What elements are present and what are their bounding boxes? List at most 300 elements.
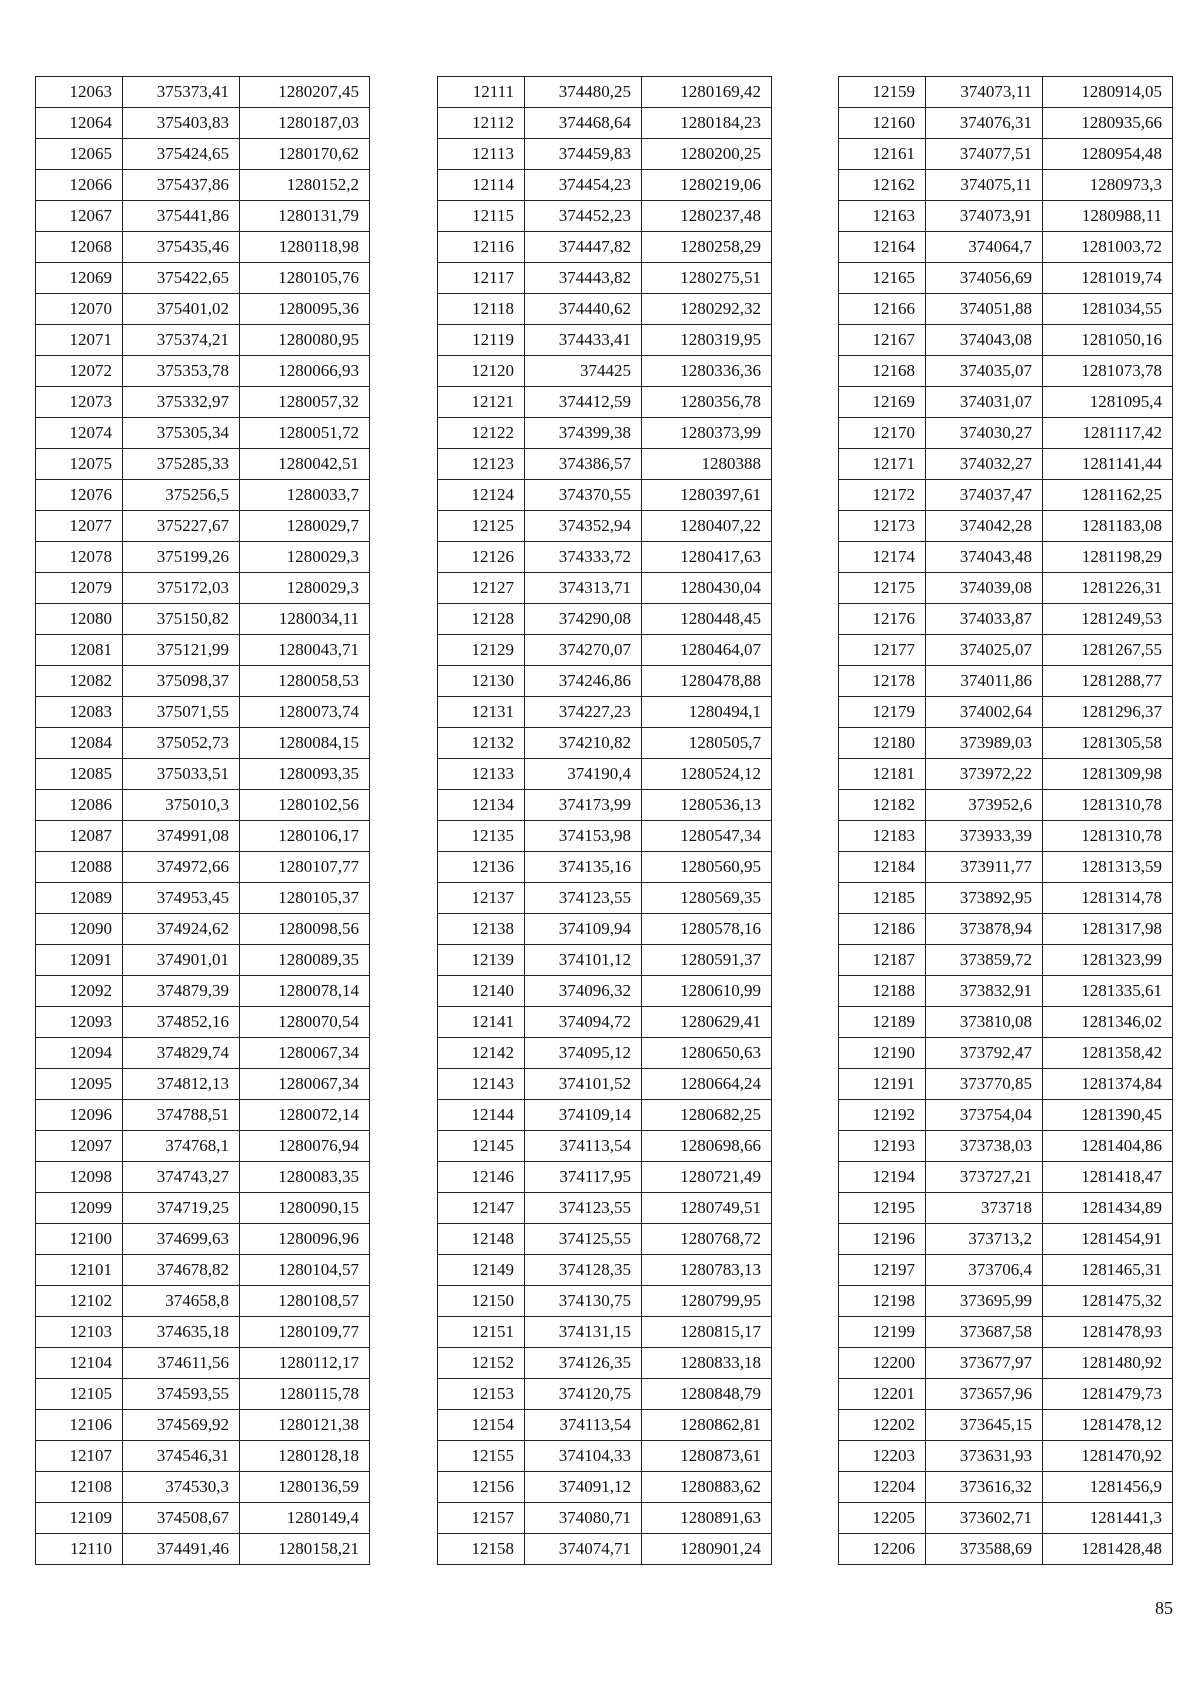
- y-coordinate-cell: 1280783,13: [642, 1255, 772, 1286]
- x-coordinate-cell: 373770,85: [926, 1069, 1043, 1100]
- point-number-cell: 12151: [438, 1317, 525, 1348]
- point-number-cell: 12102: [36, 1286, 123, 1317]
- point-number-cell: 12125: [438, 511, 525, 542]
- x-coordinate-cell: 374126,35: [525, 1348, 642, 1379]
- table-row: [438, 1348, 772, 1379]
- y-coordinate-cell: 1280152,2: [240, 170, 370, 201]
- table-row: [438, 604, 772, 635]
- x-coordinate-cell: 374768,1: [123, 1131, 240, 1162]
- x-coordinate-cell: 374480,25: [525, 77, 642, 108]
- y-coordinate-cell: 1280128,18: [240, 1441, 370, 1472]
- table-row: [438, 914, 772, 945]
- point-number-cell: 12132: [438, 728, 525, 759]
- table-row: [36, 108, 370, 139]
- point-number-cell: 12193: [839, 1131, 926, 1162]
- y-coordinate-cell: 1281141,44: [1043, 449, 1173, 480]
- point-number-cell: 12185: [839, 883, 926, 914]
- point-number-cell: 12157: [438, 1503, 525, 1534]
- x-coordinate-cell: 374123,55: [525, 883, 642, 914]
- table-row: [36, 1038, 370, 1069]
- table-row: [36, 263, 370, 294]
- x-coordinate-cell: 374002,64: [926, 697, 1043, 728]
- table-row: [839, 821, 1173, 852]
- point-number-cell: 12176: [839, 604, 926, 635]
- point-number-cell: 12189: [839, 1007, 926, 1038]
- x-coordinate-cell: 375441,86: [123, 201, 240, 232]
- table-row: [36, 852, 370, 883]
- x-coordinate-cell: 374042,28: [926, 511, 1043, 542]
- y-coordinate-cell: 1280108,57: [240, 1286, 370, 1317]
- table-row: [438, 1410, 772, 1441]
- x-coordinate-cell: 374440,62: [525, 294, 642, 325]
- x-coordinate-cell: 373832,91: [926, 976, 1043, 1007]
- x-coordinate-cell: 373754,04: [926, 1100, 1043, 1131]
- y-coordinate-cell: 1280536,13: [642, 790, 772, 821]
- y-coordinate-cell: 1281418,47: [1043, 1162, 1173, 1193]
- y-coordinate-cell: 1281346,02: [1043, 1007, 1173, 1038]
- coordinates-table-2: [437, 76, 772, 1565]
- y-coordinate-cell: 1281296,37: [1043, 697, 1173, 728]
- table-row: [839, 1379, 1173, 1410]
- point-number-cell: 12122: [438, 418, 525, 449]
- x-coordinate-cell: 374508,67: [123, 1503, 240, 1534]
- y-coordinate-cell: 1280547,34: [642, 821, 772, 852]
- point-number-cell: 12165: [839, 263, 926, 294]
- point-number-cell: 12146: [438, 1162, 525, 1193]
- table-row: [839, 1131, 1173, 1162]
- table-row: [438, 1100, 772, 1131]
- y-coordinate-cell: 1280292,32: [642, 294, 772, 325]
- x-coordinate-cell: 375071,55: [123, 697, 240, 728]
- point-number-cell: 12159: [839, 77, 926, 108]
- x-coordinate-cell: 374546,31: [123, 1441, 240, 1472]
- y-coordinate-cell: 1280058,53: [240, 666, 370, 697]
- table-row: [438, 170, 772, 201]
- point-number-cell: 12206: [839, 1534, 926, 1565]
- point-number-cell: 12153: [438, 1379, 525, 1410]
- point-number-cell: 12082: [36, 666, 123, 697]
- point-number-cell: 12074: [36, 418, 123, 449]
- x-coordinate-cell: 374128,35: [525, 1255, 642, 1286]
- point-number-cell: 12140: [438, 976, 525, 1007]
- x-coordinate-cell: 374011,86: [926, 666, 1043, 697]
- x-coordinate-cell: 373989,03: [926, 728, 1043, 759]
- x-coordinate-cell: 374109,14: [525, 1100, 642, 1131]
- x-coordinate-cell: 374113,54: [525, 1410, 642, 1441]
- point-number-cell: 12085: [36, 759, 123, 790]
- point-number-cell: 12183: [839, 821, 926, 852]
- point-number-cell: 12072: [36, 356, 123, 387]
- y-coordinate-cell: 1280768,72: [642, 1224, 772, 1255]
- point-number-cell: 12186: [839, 914, 926, 945]
- x-coordinate-cell: 374043,48: [926, 542, 1043, 573]
- y-coordinate-cell: 1280131,79: [240, 201, 370, 232]
- table-row: [438, 77, 772, 108]
- y-coordinate-cell: 1280107,77: [240, 852, 370, 883]
- table-row: [438, 139, 772, 170]
- table-row: [438, 945, 772, 976]
- y-coordinate-cell: 1281003,72: [1043, 232, 1173, 263]
- table-row: [839, 418, 1173, 449]
- x-coordinate-cell: 374290,08: [525, 604, 642, 635]
- x-coordinate-cell: 374459,83: [525, 139, 642, 170]
- x-coordinate-cell: 373657,96: [926, 1379, 1043, 1410]
- x-coordinate-cell: 374699,63: [123, 1224, 240, 1255]
- y-coordinate-cell: 1281034,55: [1043, 294, 1173, 325]
- y-coordinate-cell: 1280973,3: [1043, 170, 1173, 201]
- x-coordinate-cell: 374056,69: [926, 263, 1043, 294]
- table-row: [839, 1038, 1173, 1069]
- y-coordinate-cell: 1280073,74: [240, 697, 370, 728]
- y-coordinate-cell: 1280569,35: [642, 883, 772, 914]
- y-coordinate-cell: 1280029,7: [240, 511, 370, 542]
- table-row: [36, 1131, 370, 1162]
- table-row: [36, 1317, 370, 1348]
- x-coordinate-cell: 375199,26: [123, 542, 240, 573]
- y-coordinate-cell: 1280901,24: [642, 1534, 772, 1565]
- point-number-cell: 12100: [36, 1224, 123, 1255]
- point-number-cell: 12108: [36, 1472, 123, 1503]
- y-coordinate-cell: 1280098,56: [240, 914, 370, 945]
- x-coordinate-cell: 374031,07: [926, 387, 1043, 418]
- x-coordinate-cell: 374080,71: [525, 1503, 642, 1534]
- point-number-cell: 12104: [36, 1348, 123, 1379]
- table-row: [36, 1348, 370, 1379]
- point-number-cell: 12192: [839, 1100, 926, 1131]
- y-coordinate-cell: 1280591,37: [642, 945, 772, 976]
- table-row: [839, 1503, 1173, 1534]
- table-row: [438, 1441, 772, 1472]
- point-number-cell: 12112: [438, 108, 525, 139]
- point-number-cell: 12070: [36, 294, 123, 325]
- x-coordinate-cell: 374032,27: [926, 449, 1043, 480]
- y-coordinate-cell: 1280033,7: [240, 480, 370, 511]
- table-row: [839, 1472, 1173, 1503]
- table-row: [839, 604, 1173, 635]
- y-coordinate-cell: 1280042,51: [240, 449, 370, 480]
- point-number-cell: 12147: [438, 1193, 525, 1224]
- table-row: [839, 728, 1173, 759]
- y-coordinate-cell: 1280170,62: [240, 139, 370, 170]
- y-coordinate-cell: 1280388: [642, 449, 772, 480]
- y-coordinate-cell: 1280407,22: [642, 511, 772, 542]
- table-row: [36, 635, 370, 666]
- point-number-cell: 12199: [839, 1317, 926, 1348]
- point-number-cell: 12182: [839, 790, 926, 821]
- table-row: [438, 1379, 772, 1410]
- point-number-cell: 12073: [36, 387, 123, 418]
- table-row: [36, 666, 370, 697]
- x-coordinate-cell: 374901,01: [123, 945, 240, 976]
- x-coordinate-cell: 374333,72: [525, 542, 642, 573]
- point-number-cell: 12127: [438, 573, 525, 604]
- x-coordinate-cell: 374227,23: [525, 697, 642, 728]
- table-row: [438, 1007, 772, 1038]
- y-coordinate-cell: 1281249,53: [1043, 604, 1173, 635]
- point-number-cell: 12123: [438, 449, 525, 480]
- table-row: [36, 1503, 370, 1534]
- y-coordinate-cell: 1280083,35: [240, 1162, 370, 1193]
- x-coordinate-cell: 374386,57: [525, 449, 642, 480]
- point-number-cell: 12113: [438, 139, 525, 170]
- table-row: [438, 883, 772, 914]
- table-row: [36, 1441, 370, 1472]
- y-coordinate-cell: 1281317,98: [1043, 914, 1173, 945]
- x-coordinate-cell: 375305,34: [123, 418, 240, 449]
- x-coordinate-cell: 373602,71: [926, 1503, 1043, 1534]
- y-coordinate-cell: 1280664,24: [642, 1069, 772, 1100]
- point-number-cell: 12081: [36, 635, 123, 666]
- y-coordinate-cell: 1280862,81: [642, 1410, 772, 1441]
- y-coordinate-cell: 1280848,79: [642, 1379, 772, 1410]
- x-coordinate-cell: 373588,69: [926, 1534, 1043, 1565]
- x-coordinate-cell: 374033,87: [926, 604, 1043, 635]
- table-row: [438, 697, 772, 728]
- point-number-cell: 12162: [839, 170, 926, 201]
- table-row: [36, 728, 370, 759]
- point-number-cell: 12156: [438, 1472, 525, 1503]
- point-number-cell: 12101: [36, 1255, 123, 1286]
- point-number-cell: 12097: [36, 1131, 123, 1162]
- point-number-cell: 12094: [36, 1038, 123, 1069]
- point-number-cell: 12077: [36, 511, 123, 542]
- table-row: [839, 1100, 1173, 1131]
- table-row: [839, 573, 1173, 604]
- x-coordinate-cell: 375256,5: [123, 480, 240, 511]
- point-number-cell: 12099: [36, 1193, 123, 1224]
- x-coordinate-cell: 375422,65: [123, 263, 240, 294]
- y-coordinate-cell: 1281374,84: [1043, 1069, 1173, 1100]
- y-coordinate-cell: 1280112,17: [240, 1348, 370, 1379]
- y-coordinate-cell: 1280275,51: [642, 263, 772, 294]
- y-coordinate-cell: 1281310,78: [1043, 821, 1173, 852]
- y-coordinate-cell: 1281478,93: [1043, 1317, 1173, 1348]
- x-coordinate-cell: 375403,83: [123, 108, 240, 139]
- table-row: [36, 1100, 370, 1131]
- table-row: [36, 294, 370, 325]
- table-row: [839, 883, 1173, 914]
- x-coordinate-cell: 374412,59: [525, 387, 642, 418]
- x-coordinate-cell: 373695,99: [926, 1286, 1043, 1317]
- table-row: [438, 232, 772, 263]
- x-coordinate-cell: 374101,52: [525, 1069, 642, 1100]
- x-coordinate-cell: 374123,55: [525, 1193, 642, 1224]
- y-coordinate-cell: 1280070,54: [240, 1007, 370, 1038]
- table-row: [839, 542, 1173, 573]
- point-number-cell: 12069: [36, 263, 123, 294]
- y-coordinate-cell: 1281470,92: [1043, 1441, 1173, 1472]
- table-row: [36, 1286, 370, 1317]
- x-coordinate-cell: 374074,71: [525, 1534, 642, 1565]
- point-number-cell: 12187: [839, 945, 926, 976]
- point-number-cell: 12144: [438, 1100, 525, 1131]
- y-coordinate-cell: 1280158,21: [240, 1534, 370, 1565]
- table-row: [438, 1472, 772, 1503]
- y-coordinate-cell: 1280067,34: [240, 1038, 370, 1069]
- y-coordinate-cell: 1280873,61: [642, 1441, 772, 1472]
- x-coordinate-cell: 373878,94: [926, 914, 1043, 945]
- x-coordinate-cell: 374991,08: [123, 821, 240, 852]
- point-number-cell: 12086: [36, 790, 123, 821]
- table-row: [438, 573, 772, 604]
- x-coordinate-cell: 374025,07: [926, 635, 1043, 666]
- x-coordinate-cell: 374352,94: [525, 511, 642, 542]
- point-number-cell: 12103: [36, 1317, 123, 1348]
- x-coordinate-cell: 375052,73: [123, 728, 240, 759]
- y-coordinate-cell: 1280076,94: [240, 1131, 370, 1162]
- x-coordinate-cell: 375098,37: [123, 666, 240, 697]
- y-coordinate-cell: 1280721,49: [642, 1162, 772, 1193]
- table-row: [839, 511, 1173, 542]
- y-coordinate-cell: 1281162,25: [1043, 480, 1173, 511]
- point-number-cell: 12120: [438, 356, 525, 387]
- x-coordinate-cell: 375150,82: [123, 604, 240, 635]
- x-coordinate-cell: 374064,7: [926, 232, 1043, 263]
- y-coordinate-cell: 1281441,3: [1043, 1503, 1173, 1534]
- table-row: [36, 325, 370, 356]
- x-coordinate-cell: 374953,45: [123, 883, 240, 914]
- y-coordinate-cell: 1280093,35: [240, 759, 370, 790]
- x-coordinate-cell: 374569,92: [123, 1410, 240, 1441]
- table-row: [839, 1534, 1173, 1565]
- x-coordinate-cell: 374399,38: [525, 418, 642, 449]
- table-row: [438, 759, 772, 790]
- point-number-cell: 12181: [839, 759, 926, 790]
- point-number-cell: 12178: [839, 666, 926, 697]
- point-number-cell: 12080: [36, 604, 123, 635]
- table-row: [438, 542, 772, 573]
- y-coordinate-cell: 1280815,17: [642, 1317, 772, 1348]
- table-row: [438, 976, 772, 1007]
- x-coordinate-cell: 374190,4: [525, 759, 642, 790]
- y-coordinate-cell: 1280464,07: [642, 635, 772, 666]
- y-coordinate-cell: 1281314,78: [1043, 883, 1173, 914]
- table-row: [438, 1534, 772, 1565]
- point-number-cell: 12131: [438, 697, 525, 728]
- y-coordinate-cell: 1280207,45: [240, 77, 370, 108]
- point-number-cell: 12172: [839, 480, 926, 511]
- point-number-cell: 12161: [839, 139, 926, 170]
- table-row: [839, 666, 1173, 697]
- table-row: [36, 1255, 370, 1286]
- point-number-cell: 12124: [438, 480, 525, 511]
- y-coordinate-cell: 1280034,11: [240, 604, 370, 635]
- x-coordinate-cell: 373738,03: [926, 1131, 1043, 1162]
- y-coordinate-cell: 1280078,14: [240, 976, 370, 1007]
- x-coordinate-cell: 373792,47: [926, 1038, 1043, 1069]
- table-row: [839, 1224, 1173, 1255]
- x-coordinate-cell: 375227,67: [123, 511, 240, 542]
- page-number: 85: [1155, 1598, 1173, 1618]
- x-coordinate-cell: 374924,62: [123, 914, 240, 945]
- x-coordinate-cell: 374095,12: [525, 1038, 642, 1069]
- point-number-cell: 12167: [839, 325, 926, 356]
- y-coordinate-cell: 1280184,23: [642, 108, 772, 139]
- point-number-cell: 12148: [438, 1224, 525, 1255]
- x-coordinate-cell: 375172,03: [123, 573, 240, 604]
- y-coordinate-cell: 1280749,51: [642, 1193, 772, 1224]
- x-coordinate-cell: 374073,11: [926, 77, 1043, 108]
- table-row: [839, 697, 1173, 728]
- table-row: [839, 635, 1173, 666]
- table-row: [36, 77, 370, 108]
- point-number-cell: 12111: [438, 77, 525, 108]
- point-number-cell: 12128: [438, 604, 525, 635]
- table-row: [36, 1162, 370, 1193]
- point-number-cell: 12117: [438, 263, 525, 294]
- y-coordinate-cell: 1281198,29: [1043, 542, 1173, 573]
- y-coordinate-cell: 1280118,98: [240, 232, 370, 263]
- point-number-cell: 12116: [438, 232, 525, 263]
- point-number-cell: 12129: [438, 635, 525, 666]
- table-row: [438, 635, 772, 666]
- x-coordinate-cell: 374370,55: [525, 480, 642, 511]
- x-coordinate-cell: 374051,88: [926, 294, 1043, 325]
- x-coordinate-cell: 375374,21: [123, 325, 240, 356]
- x-coordinate-cell: 373677,97: [926, 1348, 1043, 1379]
- x-coordinate-cell: 375033,51: [123, 759, 240, 790]
- point-number-cell: 12198: [839, 1286, 926, 1317]
- point-number-cell: 12139: [438, 945, 525, 976]
- x-coordinate-cell: 374101,12: [525, 945, 642, 976]
- table-row: [839, 449, 1173, 480]
- y-coordinate-cell: 1281480,92: [1043, 1348, 1173, 1379]
- y-coordinate-cell: 1280095,36: [240, 294, 370, 325]
- x-coordinate-cell: 374091,12: [525, 1472, 642, 1503]
- y-coordinate-cell: 1280096,96: [240, 1224, 370, 1255]
- x-coordinate-cell: 374447,82: [525, 232, 642, 263]
- point-number-cell: 12079: [36, 573, 123, 604]
- point-number-cell: 12160: [839, 108, 926, 139]
- y-coordinate-cell: 1281117,42: [1043, 418, 1173, 449]
- point-number-cell: 12091: [36, 945, 123, 976]
- y-coordinate-cell: 1281465,31: [1043, 1255, 1173, 1286]
- x-coordinate-cell: 374125,55: [525, 1224, 642, 1255]
- y-coordinate-cell: 1281475,32: [1043, 1286, 1173, 1317]
- y-coordinate-cell: 1280505,7: [642, 728, 772, 759]
- table-row: [438, 418, 772, 449]
- y-coordinate-cell: 1280891,63: [642, 1503, 772, 1534]
- x-coordinate-cell: 374210,82: [525, 728, 642, 759]
- x-coordinate-cell: 375285,33: [123, 449, 240, 480]
- x-coordinate-cell: 375401,02: [123, 294, 240, 325]
- x-coordinate-cell: 374743,27: [123, 1162, 240, 1193]
- x-coordinate-cell: 374113,54: [525, 1131, 642, 1162]
- point-number-cell: 12175: [839, 573, 926, 604]
- y-coordinate-cell: 1280448,45: [642, 604, 772, 635]
- point-number-cell: 12133: [438, 759, 525, 790]
- point-number-cell: 12164: [839, 232, 926, 263]
- x-coordinate-cell: 374812,13: [123, 1069, 240, 1100]
- point-number-cell: 12177: [839, 635, 926, 666]
- table-row: [839, 1410, 1173, 1441]
- point-number-cell: 12109: [36, 1503, 123, 1534]
- y-coordinate-cell: 1280478,88: [642, 666, 772, 697]
- point-number-cell: 12197: [839, 1255, 926, 1286]
- point-number-cell: 12138: [438, 914, 525, 945]
- y-coordinate-cell: 1280650,63: [642, 1038, 772, 1069]
- point-number-cell: 12090: [36, 914, 123, 945]
- point-number-cell: 12196: [839, 1224, 926, 1255]
- y-coordinate-cell: 1280090,15: [240, 1193, 370, 1224]
- table-row: [36, 232, 370, 263]
- point-number-cell: 12184: [839, 852, 926, 883]
- table-row: [839, 356, 1173, 387]
- x-coordinate-cell: 373727,21: [926, 1162, 1043, 1193]
- x-coordinate-cell: 374109,94: [525, 914, 642, 945]
- table-row: [438, 1224, 772, 1255]
- table-row: [36, 542, 370, 573]
